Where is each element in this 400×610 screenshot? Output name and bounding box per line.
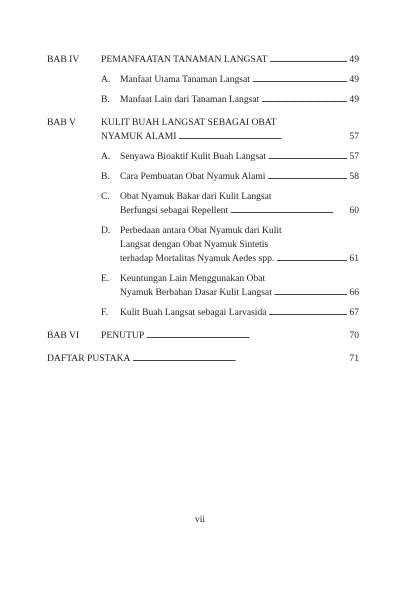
leader-dots [267,170,347,184]
leader-dots [270,53,348,67]
page-number: 57 [349,151,359,162]
toc-item [101,272,359,300]
page-number: 58 [349,171,359,182]
leader-dots [230,204,347,218]
leader-dots [274,286,348,300]
item-letter: E. [101,273,110,284]
item-letter: B. [101,171,110,182]
page-number: 49 [349,54,359,65]
page-number: 71 [349,353,359,364]
chapter-title-line-1: KULIT BUAH LANGSAT SEBAGAI OBAT [101,117,277,128]
item-title: Manfaat Lain dari Tanaman Langsat [120,94,260,105]
item-letter: B. [101,94,110,105]
toc-chapter-6 [47,329,359,343]
chapter-label: BAB IV [47,54,80,65]
page-number: 70 [349,330,359,341]
item-title: Senyawa Bioaktif Kulit Buah Langsat [120,151,267,162]
toc-item [101,170,359,184]
item-letter: F. [101,307,108,318]
toc-item [101,93,359,107]
toc-item [101,73,359,87]
item-title: Cara Pembuatan Obat Nyamuk Alami [120,171,266,182]
bibliography-title: DAFTAR PUSTAKA [47,353,131,364]
leader-dots [133,352,348,366]
item-title-line: Keuntungan Lain Menggunakan Obat [120,273,266,284]
page-number: 49 [349,74,359,85]
leader-dots [268,150,347,164]
item-title-line: Langsat dengan Obat Nyamuk Sintetis [120,239,269,250]
toc-chapter-4 [47,53,359,67]
page-folio: vii [194,514,206,525]
item-title-line: Obat Nyamuk Bakar dari Kulit Langsat [120,191,272,202]
item-letter: A. [101,151,111,162]
toc-item [101,224,359,266]
leader-dots [252,73,347,87]
toc-chapter-5 [47,116,359,144]
item-letter: D. [101,225,111,236]
toc-bibliography [47,352,359,366]
item-letter: C. [101,191,110,202]
item-title-line: terhadap Mortalitas Nyamuk Aedes spp. [120,253,275,264]
toc-item [101,190,359,218]
item-title-line: Berfungsi sebagai Repellent [120,205,229,216]
item-title: Manfaat Utama Tanaman Langsat [120,74,250,85]
page-number: 61 [349,253,359,264]
chapter-title: PENUTUP [101,330,145,341]
leader-dots [276,252,347,266]
table-of-contents [47,53,359,366]
toc-item [101,306,359,320]
page-number: 60 [349,205,359,216]
chapter-title: PEMANFAATAN TANAMAN LANGSAT [101,54,268,65]
leader-dots [178,130,347,144]
page-number: 67 [349,307,359,318]
item-title-line: Nyamuk Berbahan Dasar Kulit Langsat [120,287,272,298]
page-number: 66 [349,287,359,298]
toc-item [101,150,359,164]
chapter-label: BAB V [47,117,76,128]
page-number: 57 [349,131,359,142]
chapter-title-line-2: NYAMUK ALAMI [101,131,177,142]
item-title-line: Perbedaan antara Obat Nyamuk dari Kulit [120,225,282,236]
leader-dots [269,306,348,320]
chapter-title-line [101,53,359,67]
leader-dots [146,329,347,343]
leader-dots [261,93,347,107]
item-letter: A. [101,74,111,85]
chapter-label: BAB VI [47,330,80,341]
item-title: Kulit Buah Langsat sebagai Larvasida [120,307,267,318]
page-number: 49 [349,94,359,105]
